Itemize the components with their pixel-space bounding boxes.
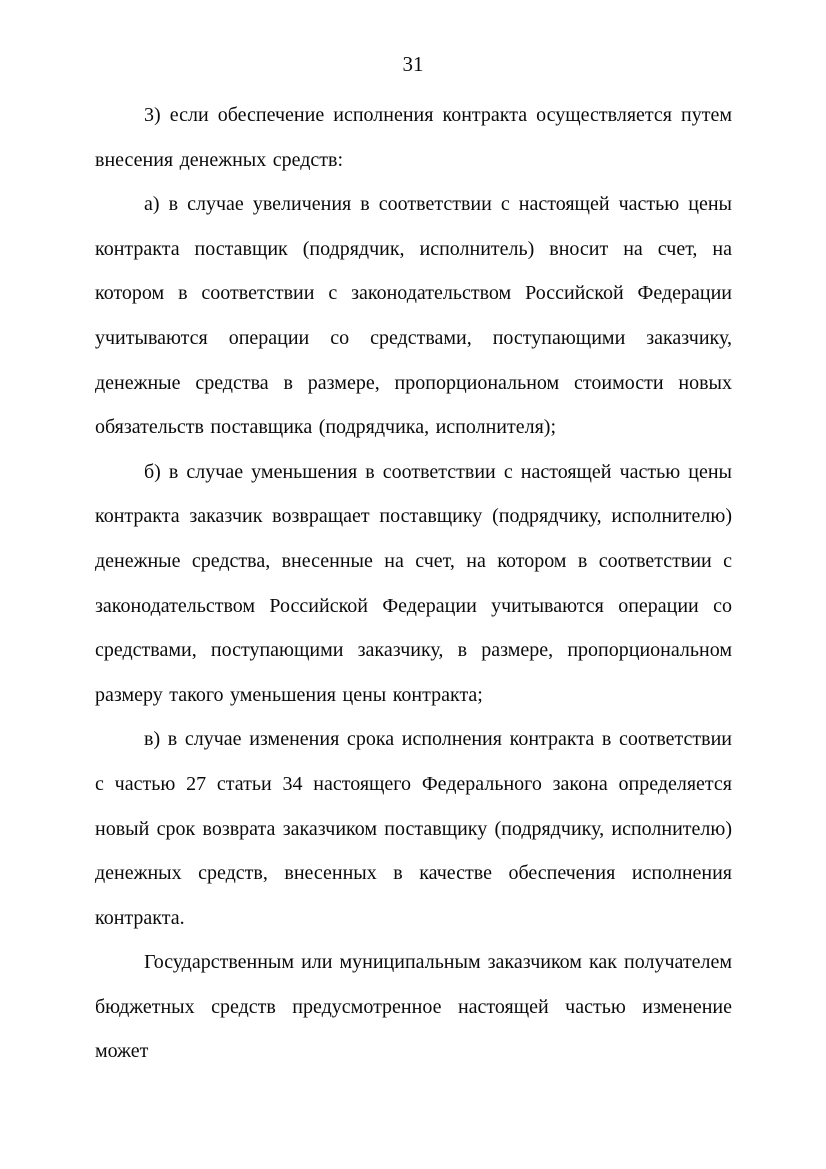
page-number: 31 [402,52,424,76]
paragraph-subitem-v: в) в случае изменения срока исполнения контракта в соответствии с частью 27 статьи 34 настоящего Федерального закона определяется новый срок возврата заказчиком поставщику (подрядчику, исполнителю) денежных средств, внесенных в качестве обеспечения исполнения контракта. [95,728,732,929]
paragraph-subitem-b: б) в случае уменьшения в соответствии с настоящей частью цены контракта заказчик возвращает поставщику (подрядчику, исполнителю) денежные средства, внесенные на счет, на котором в соответствии с законодательством Российской Федерации учитываются операции со средствами, поступающими заказчику, в размере, пропорциональном размеру такого уменьшения цены контракта; [95,460,732,706]
paragraph-final-continued: Государственным или муниципальным заказчиком как получателем бюджетных средств предусмотренное настоящей частью изменение может [95,951,732,1063]
paragraph-subitem-a: а) в случае увеличения в соответствии с настоящей частью цены контракта поставщик (подрядчик, исполнитель) вносит на счет, на котором в соответствии с законодательством Российской Федерации учитываются операции со средствами, поступающими заказчику, денежные средства в размере, пропорциональном стоимости новых обязательств поставщика (подрядчика, исполнителя); [95,193,732,439]
document-body [95,93,732,1074]
paragraph-item-3: 3) если обеспечение исполнения контракта осуществляется путем внесения денежных средств: [95,104,732,171]
